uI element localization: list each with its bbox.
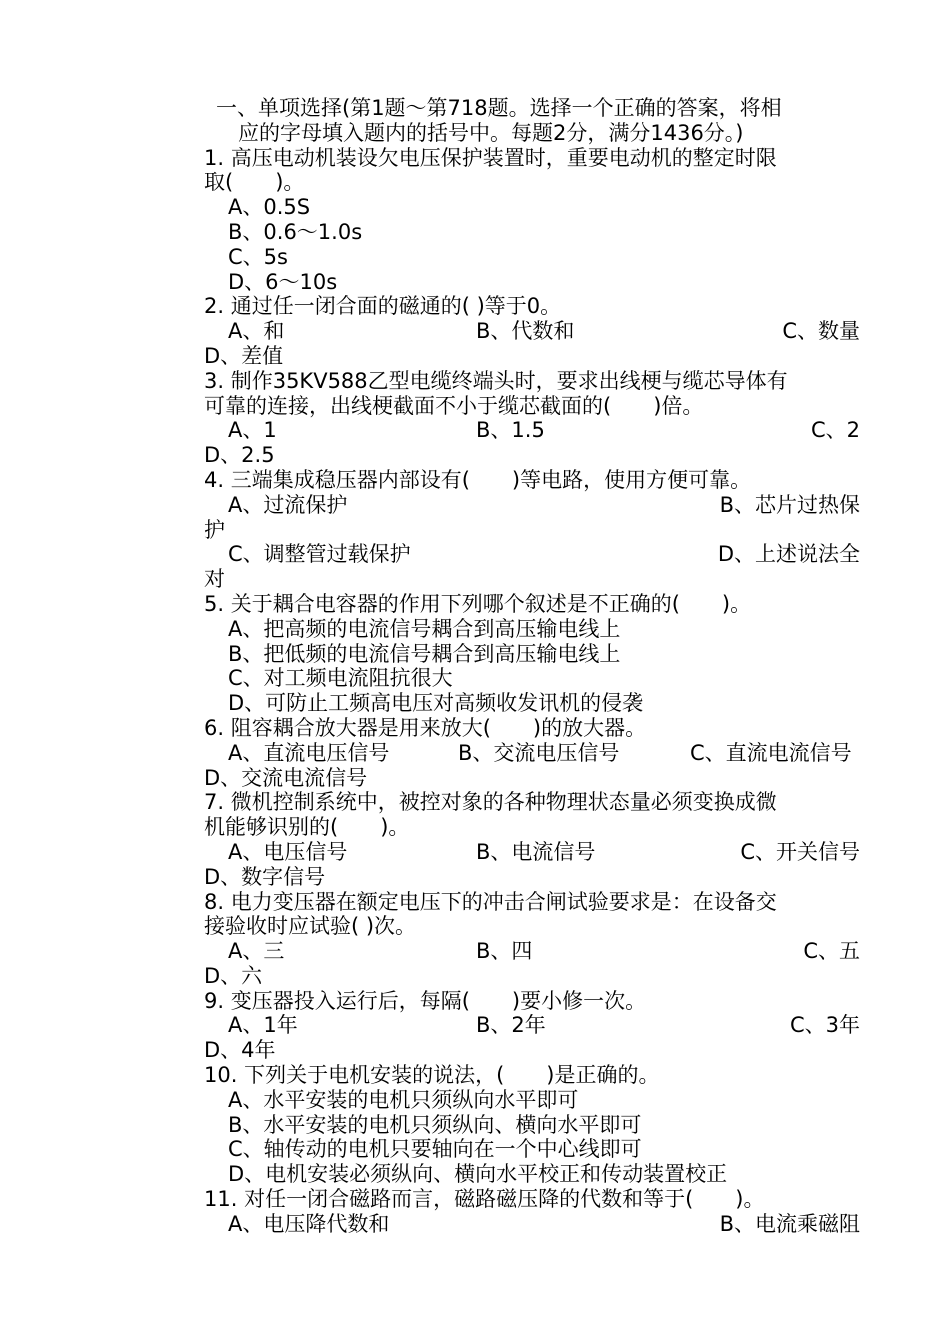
question-3-option-c: C、2 xyxy=(810,418,860,443)
question-8-stem-line-2: 接验收时应试验( )次。 xyxy=(204,914,417,939)
question-11-options-row xyxy=(204,1212,860,1237)
question-2-option-b: B、代数和 xyxy=(476,319,575,344)
question-3-option-d: D、2.5 xyxy=(204,443,275,468)
question-9-option-a: A、1年 xyxy=(228,1013,298,1038)
question-6-options-row xyxy=(204,741,860,766)
question-9-stem: 9. 变压器投入运行后，每隔( )要小修一次。 xyxy=(204,988,647,1013)
question-4-option-c: C、调整管过载保护 xyxy=(228,542,411,567)
question-4-option-a: A、过流保护 xyxy=(228,492,348,517)
question-7-stem-line-2: 机能够识别的( )。 xyxy=(204,815,410,840)
question-5-option-d: D、可防止工频高电压对高频收发讯机的侵袭 xyxy=(228,691,644,716)
question-3-option-b: B、1.5 xyxy=(476,418,545,443)
question-10-option-a: A、水平安装的电机只须纵向水平即可 xyxy=(228,1087,579,1112)
question-10-stem: 10. 下列关于电机安装的说法，( )是正确的。 xyxy=(204,1063,660,1088)
question-6-stem: 6. 阻容耦合放大器是用来放大( )的放大器。 xyxy=(204,715,647,740)
question-1-stem-line-2: 取( )。 xyxy=(204,170,305,195)
question-4-option-d-wrap: 对 xyxy=(204,567,225,592)
question-1-stem-line-1: 1. 高压电动机装设欠电压保护装置时，重要电动机的整定时限 xyxy=(204,145,777,170)
question-4-option-b-wrap: 护 xyxy=(204,517,225,542)
question-7-options-row xyxy=(204,840,860,865)
question-1-option-c: C、5s xyxy=(228,244,288,269)
question-1-option-a: A、0.5S xyxy=(228,195,311,220)
question-5-stem: 5. 关于耦合电容器的作用下列哪个叙述是不正确的( )。 xyxy=(204,591,752,616)
question-7-option-a: A、电压信号 xyxy=(228,839,348,864)
question-2-option-d: D、差值 xyxy=(204,343,284,368)
question-10-option-c: C、轴传动的电机只要轴向在一个中心线即可 xyxy=(228,1137,642,1162)
question-11-option-b: B、电流乘磁阻 xyxy=(719,1211,860,1236)
question-4-option-b: B、芯片过热保 xyxy=(719,492,860,517)
question-11-stem: 11. 对任一闭合磁路而言，磁路磁压降的代数和等于( )。 xyxy=(204,1187,765,1212)
question-6-option-b: B、交流电压信号 xyxy=(458,740,620,765)
question-2-option-c: C、数量 xyxy=(782,319,860,344)
question-1-option-b: B、0.6～1.0s xyxy=(228,219,363,244)
document-page xyxy=(204,96,860,1237)
question-5-option-a: A、把高频的电流信号耦合到高压输电线上 xyxy=(228,616,621,641)
question-9-option-c: C、3年 xyxy=(789,1013,860,1038)
question-6-option-a: A、直流电压信号 xyxy=(228,740,390,765)
question-4-options-row-1 xyxy=(204,493,860,518)
question-5-option-c: C、对工频电流阻抗很大 xyxy=(228,666,453,691)
question-10-option-b: B、水平安装的电机只须纵向、横向水平即可 xyxy=(228,1112,642,1137)
question-2-options-row xyxy=(204,319,860,344)
question-1-option-d: D、6～10s xyxy=(228,269,338,294)
question-3-option-a: A、1 xyxy=(228,418,277,443)
question-6-option-c: C、直流电流信号 xyxy=(690,740,852,765)
question-4-stem: 4. 三端集成稳压器内部设有( )等电路，使用方便可靠。 xyxy=(204,467,752,492)
question-9-options-row xyxy=(204,1013,860,1038)
question-8-options-row xyxy=(204,939,860,964)
question-11-option-a: A、电压降代数和 xyxy=(228,1211,390,1236)
question-6-option-d: D、交流电流信号 xyxy=(204,765,368,790)
question-3-stem-line-1: 3. 制作35KV588乙型电缆终端头时，要求出线梗与缆芯导体有 xyxy=(204,368,788,393)
question-9-option-d: D、4年 xyxy=(204,1038,276,1063)
question-9-option-b: B、2年 xyxy=(476,1013,546,1038)
question-7-option-d: D、数字信号 xyxy=(204,864,326,889)
section-heading-line-2: 应的字母填入题内的括号中。每题2分，满分1436分。) xyxy=(238,120,744,145)
question-7-option-c: C、开关信号 xyxy=(740,839,860,864)
question-8-option-a: A、三 xyxy=(228,939,285,964)
question-8-option-b: B、四 xyxy=(476,939,533,964)
question-5-option-b: B、把低频的电流信号耦合到高压输电线上 xyxy=(228,641,621,666)
question-4-options-row-2 xyxy=(204,542,860,567)
question-8-option-d: D、六 xyxy=(204,963,263,988)
question-3-options-row xyxy=(204,418,860,443)
question-2-stem: 2. 通过任一闭合面的磁通的( )等于0。 xyxy=(204,294,562,319)
question-8-stem-line-1: 8. 电力变压器在额定电压下的冲击合闸试验要求是：在设备交 xyxy=(204,889,777,914)
question-8-option-c: C、五 xyxy=(803,939,860,964)
question-10-option-d: D、电机安装必须纵向、横向水平校正和传动装置校正 xyxy=(228,1162,728,1187)
question-7-stem-line-1: 7. 微机控制系统中，被控对象的各种物理状态量必须变换成微 xyxy=(204,790,777,815)
question-3-stem-line-2: 可靠的连接，出线梗截面不小于缆芯截面的( )倍。 xyxy=(204,393,704,418)
question-4-option-d: D、上述说法全 xyxy=(717,542,860,567)
question-2-option-a: A、和 xyxy=(228,319,285,344)
section-heading-line-1: 一、单项选择(第1题～第718题。选择一个正确的答案，将相 xyxy=(216,96,782,120)
question-7-option-b: B、电流信号 xyxy=(476,839,596,864)
